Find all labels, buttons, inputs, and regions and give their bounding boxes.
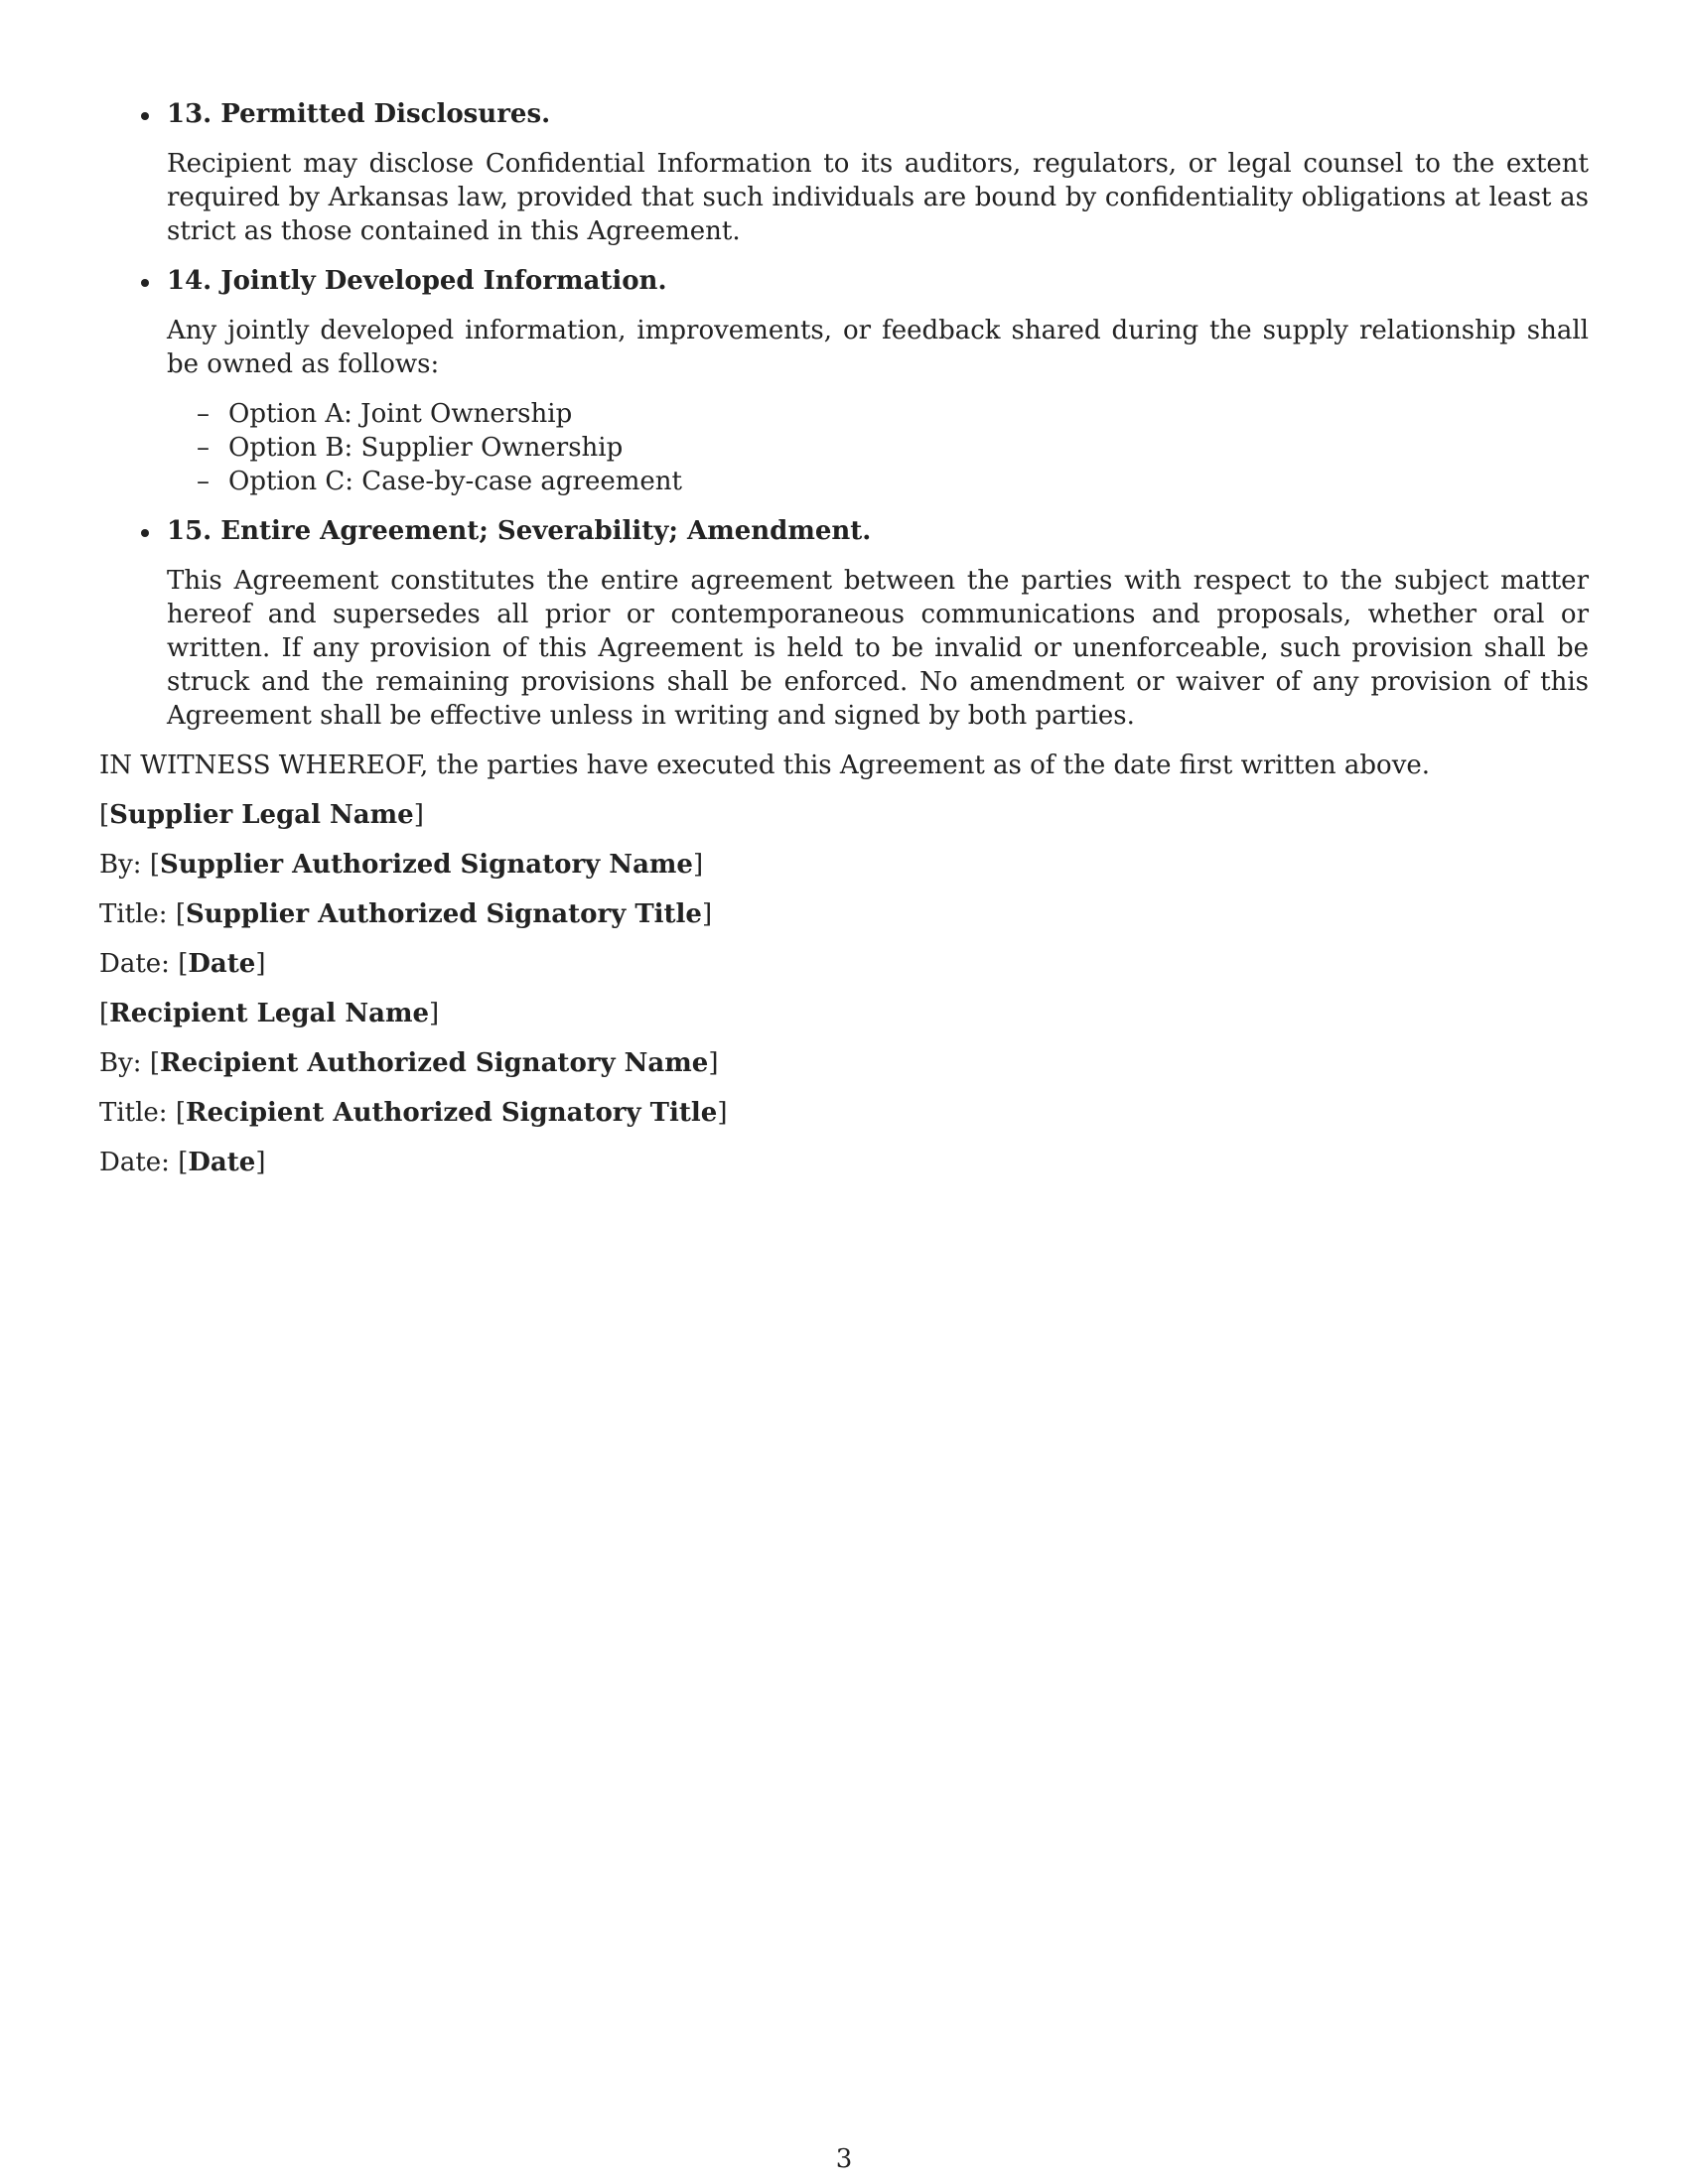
clause-14 bbox=[99, 264, 1589, 498]
dash-icon: – bbox=[197, 399, 210, 429]
clause-list bbox=[99, 97, 1589, 733]
by-label: By: bbox=[99, 1048, 142, 1078]
ownership-option-a bbox=[167, 397, 1589, 431]
supplier-date-value: Date bbox=[188, 949, 256, 979]
witness-statement: IN WITNESS WHEREOF, the parties have executed this Agreement as of the date first written above. bbox=[99, 751, 1431, 780]
bracket-open: [ bbox=[175, 899, 186, 929]
supplier-signature-block bbox=[99, 798, 1589, 981]
clause-text: Any jointly developed information, improvements, or feedback shared during the supply relationship shall be owned as follows: bbox=[167, 316, 1589, 379]
clause-15 bbox=[99, 514, 1589, 733]
recipient-title-line bbox=[99, 1096, 1589, 1130]
bracket-open: [ bbox=[149, 850, 160, 880]
supplier-legal-name-value: Supplier Legal Name bbox=[109, 800, 414, 830]
bracket-close: ] bbox=[717, 1098, 728, 1128]
ownership-options-list bbox=[167, 397, 1589, 498]
clause-heading: 15. Entire Agreement; Severability; Amendment. bbox=[167, 516, 872, 546]
bullet-icon bbox=[141, 279, 149, 287]
recipient-signatory-title: Recipient Authorized Signatory Title bbox=[186, 1098, 718, 1128]
bullet-icon bbox=[141, 112, 149, 120]
bracket-close: ] bbox=[701, 899, 713, 929]
bracket-open: [ bbox=[175, 1098, 186, 1128]
bracket-close: ] bbox=[708, 1048, 719, 1078]
recipient-legal-name-value: Recipient Legal Name bbox=[109, 999, 430, 1028]
bracket-open: [ bbox=[178, 949, 189, 979]
bracket-open: [ bbox=[99, 800, 110, 830]
supplier-date-line bbox=[99, 947, 1589, 981]
title-label: Title: bbox=[99, 899, 168, 929]
recipient-by-line bbox=[99, 1046, 1589, 1080]
supplier-legal-name bbox=[99, 798, 1589, 832]
bracket-open: [ bbox=[99, 999, 110, 1028]
document-page bbox=[99, 97, 1589, 1195]
bracket-close: ] bbox=[413, 800, 424, 830]
by-label: By: bbox=[99, 850, 142, 880]
clause-text: Recipient may disclose Confidential Information to its auditors, regulators, or legal counsel to the extent required by Arkansas law, provided that such individuals are bound by confidentiality obligations at least as strict as those contained in this Agreement. bbox=[167, 149, 1589, 246]
dash-icon: – bbox=[197, 433, 210, 463]
clause-heading: 13. Permitted Disclosures. bbox=[167, 99, 551, 129]
clause-13 bbox=[99, 97, 1589, 248]
ownership-option-b bbox=[167, 431, 1589, 465]
bracket-open: [ bbox=[178, 1148, 189, 1177]
bracket-close: ] bbox=[255, 1148, 266, 1177]
clause-heading: 14. Jointly Developed Information. bbox=[167, 266, 667, 296]
date-label: Date: bbox=[99, 1148, 170, 1177]
bracket-close: ] bbox=[255, 949, 266, 979]
option-label: Option C: Case-by-case agreement bbox=[228, 467, 682, 496]
bullet-icon bbox=[141, 529, 149, 537]
supplier-by-line bbox=[99, 848, 1589, 882]
dash-icon: – bbox=[197, 467, 210, 496]
recipient-date-line bbox=[99, 1146, 1589, 1179]
supplier-title-line bbox=[99, 897, 1589, 931]
clause-text: This Agreement constitutes the entire agreement between the parties with respect to the subject matter hereof and supersedes all prior or contemporaneous communications and proposals, whether oral or written. If any provision of this Agreement is held to be invalid or unenforceable, such provision shall be struck and the remaining provisions shall be enforced. No amendment or waiver of any provision of this Agreement shall be effective unless in writing and signed by both parties. bbox=[167, 566, 1589, 731]
option-label: Option A: Joint Ownership bbox=[228, 399, 573, 429]
recipient-date-value: Date bbox=[188, 1148, 256, 1177]
bracket-close: ] bbox=[429, 999, 440, 1028]
option-label: Option B: Supplier Ownership bbox=[228, 433, 624, 463]
recipient-legal-name bbox=[99, 997, 1589, 1030]
ownership-option-c bbox=[167, 465, 1589, 498]
recipient-signature-block bbox=[99, 997, 1589, 1179]
title-label: Title: bbox=[99, 1098, 168, 1128]
supplier-signatory-name: Supplier Authorized Signatory Name bbox=[159, 850, 693, 880]
supplier-signatory-title: Supplier Authorized Signatory Title bbox=[186, 899, 702, 929]
page-number: 3 bbox=[835, 2144, 853, 2174]
bracket-open: [ bbox=[149, 1048, 160, 1078]
bracket-close: ] bbox=[692, 850, 704, 880]
date-label: Date: bbox=[99, 949, 170, 979]
recipient-signatory-name: Recipient Authorized Signatory Name bbox=[159, 1048, 709, 1078]
